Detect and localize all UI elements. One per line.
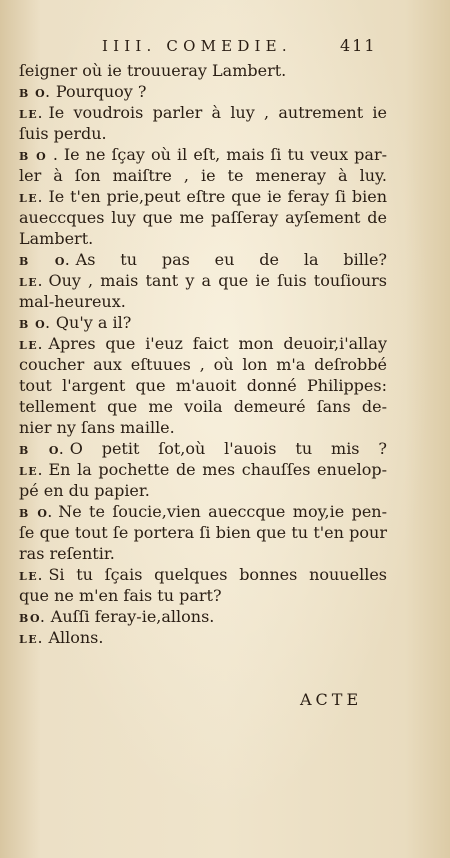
text-line xyxy=(19,375,387,396)
line-text: aueccques luy que me paſſeray ayſement de xyxy=(19,208,387,227)
line-text: As tu pas eu de la bille? xyxy=(75,250,387,269)
text-line xyxy=(19,564,387,585)
line-text: nier ny ſans maille. xyxy=(19,418,175,437)
text-line xyxy=(19,522,387,543)
text-line xyxy=(19,312,387,333)
text-line xyxy=(19,585,387,606)
speaker-label: LE. xyxy=(19,339,44,352)
line-text: ſuis perdu. xyxy=(19,124,107,143)
line-text: Lambert. xyxy=(19,229,94,248)
text-line xyxy=(19,543,387,564)
speaker-label: B O . xyxy=(19,150,59,163)
text-line xyxy=(19,60,387,81)
line-text: Pourquoy ? xyxy=(55,82,147,101)
speaker-label: LE. xyxy=(19,633,44,646)
speaker-label: B O. xyxy=(19,444,65,457)
text-line xyxy=(19,186,387,207)
line-text: O petit ſot,où l'auois tu mis ? xyxy=(69,439,387,458)
text-line xyxy=(19,627,387,648)
dialogue-text xyxy=(19,60,387,648)
speaker-label: BO. xyxy=(19,612,46,625)
line-text: Allons. xyxy=(48,628,104,647)
text-line xyxy=(19,501,387,522)
line-text: Apres que i'euz faict mon deuoir,i'allay xyxy=(48,334,387,353)
text-line xyxy=(19,81,387,102)
catchword: ACTE xyxy=(300,690,363,709)
text-line xyxy=(19,249,387,270)
running-title: IIII. COMEDIE. xyxy=(102,37,292,55)
line-text: Ne te ſoucie,vien aueccque moy,ie pen- xyxy=(58,502,387,521)
line-text: tellement que me voila demeuré ſans de- xyxy=(19,397,387,416)
text-line xyxy=(19,606,387,627)
line-text: Qu'y a il? xyxy=(55,313,132,332)
text-line xyxy=(19,396,387,417)
line-text: ler à ſon maiſtre , ie te meneray à luy. xyxy=(19,166,387,185)
speaker-label: LE. xyxy=(19,465,44,478)
line-text: Si tu ſçais quelques bonnes nouuelles xyxy=(48,565,387,584)
text-line xyxy=(19,480,387,501)
text-line xyxy=(19,102,387,123)
text-line xyxy=(19,228,387,249)
line-text: Auſſi feray-ie,allons. xyxy=(50,607,215,626)
line-text: ſeigner où ie trouueray Lambert. xyxy=(19,61,287,80)
line-text: coucher aux eſtuues , où lon m'a deſrobbé xyxy=(19,355,387,374)
text-line xyxy=(19,207,387,228)
running-head xyxy=(0,34,450,60)
text-line xyxy=(19,438,387,459)
line-text: Ie voudrois parler à luy , autrement ie xyxy=(48,103,387,122)
text-line xyxy=(19,291,387,312)
text-line xyxy=(19,459,387,480)
line-text: Ie t'en prie,peut eſtre que ie feray ſi bien xyxy=(48,187,387,206)
text-line xyxy=(19,144,387,165)
text-line xyxy=(19,165,387,186)
line-text: tout l'argent que m'auoit donné Philippes: xyxy=(19,376,387,395)
page-number: 411 xyxy=(340,36,377,55)
speaker-label: B O. xyxy=(19,507,54,520)
text-line xyxy=(19,417,387,438)
text-line xyxy=(19,123,387,144)
line-text: ras reſentir. xyxy=(19,544,115,563)
line-text: Ouy , mais tant y a que ie ſuis touſiours xyxy=(48,271,387,290)
speaker-label: B O. xyxy=(19,318,51,331)
line-text: que ne m'en fais tu part? xyxy=(19,586,222,605)
line-text: mal-heureux. xyxy=(19,292,126,311)
speaker-label: B O. xyxy=(19,87,51,100)
speaker-label: B O. xyxy=(19,255,71,268)
speaker-label: LE. xyxy=(19,108,44,121)
speaker-label: LE. xyxy=(19,276,44,289)
line-text: ſe que tout ſe portera ſi bien que tu t'en pour xyxy=(19,523,387,542)
line-text: En la pochette de mes chauſſes enuelop- xyxy=(48,460,387,479)
line-text: Ie ne ſçay où il eſt, mais ſi tu veux par- xyxy=(63,145,387,164)
text-line xyxy=(19,333,387,354)
line-text: pé en du papier. xyxy=(19,481,150,500)
text-line xyxy=(19,354,387,375)
text-line xyxy=(19,270,387,291)
speaker-label: LE. xyxy=(19,570,44,583)
speaker-label: LE. xyxy=(19,192,44,205)
